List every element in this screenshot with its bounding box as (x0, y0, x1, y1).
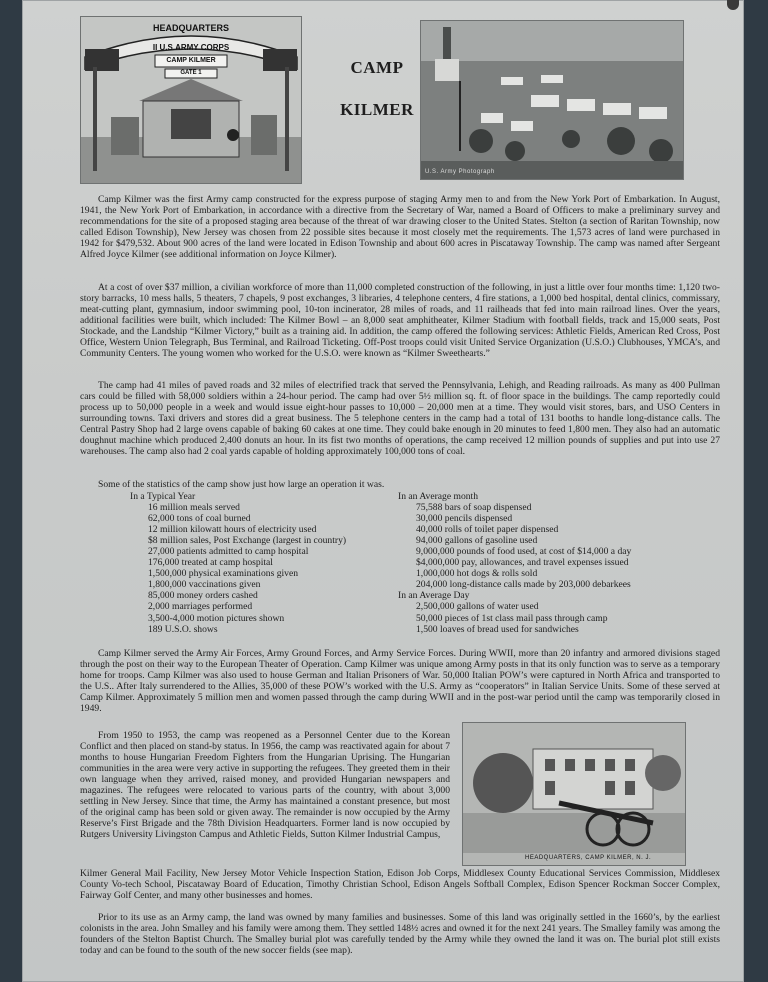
gate-photo (80, 16, 302, 184)
headquarters-illustration (463, 723, 685, 865)
average-day-heading: In an Average Day (398, 590, 470, 602)
title-kilmer: KILMER (340, 100, 414, 119)
list-item: 9,000,000 pounds of food used, at cost of $14,000 a day (416, 546, 632, 558)
sign-gate-text: GATE 1 (180, 70, 202, 76)
paragraph-6-continued: Kilmer General Mail Facility, New Jersey Motor Vehicle Inspection Station, Edison Job Corps, Middlesex County Educational Services Commission, Middlesex County Vo-tech School, Piscataway Board of Education, Timothy Christian School, Edison Angels Softball Complex, Edison Spencer Rockman Soccer Complex, Fairway Golf Center, and many other businesses and homes. (80, 868, 720, 902)
list-item: 2,500,000 gallons of water used (416, 601, 539, 613)
list-item: 62,000 tons of coal burned (148, 513, 251, 525)
list-item: 176,000 treated at camp hospital (148, 557, 273, 569)
sign-headquarters-text: HEADQUARTERS (152, 23, 229, 33)
paragraph-7: Prior to its use as an Army camp, the land was owned by many families and businesses. Some of this land was originally settled in the 1660’s, by the earliest colonists in the area. John Smalley and his family were among them. They settled 148½ acres and owned it for the next 241 years. The Smalley family was among the founders of the Stelton Baptist Church. The Smalley burial plot was carefully tended by the Army while they owned the land it was on. The burial plot still exists today and can be found to the south of the new soccer fields (see map). (80, 912, 720, 957)
sign-corps-text: II U.S.ARMY CORPS (152, 43, 230, 52)
list-item: 189 U.S.O. shows (148, 623, 218, 635)
list-item: 75,588 bars of soap dispensed (416, 502, 532, 514)
list-item: 1,000,000 hot dogs & rolls sold (416, 568, 538, 580)
list-item: 3,500-4,000 motion pictures shown (148, 612, 285, 624)
mounting-screw (727, 0, 739, 10)
list-item: 16 million meals served (148, 502, 240, 514)
list-item: $8 million sales, Post Exchange (largest in country) (148, 535, 347, 547)
list-item: 40,000 rolls of toilet paper dispensed (416, 524, 559, 536)
list-item: 30,000 pencils dispensed (416, 513, 513, 525)
sign-camp-kilmer-text: CAMP KILMER (166, 57, 216, 64)
list-item: 1,800,000 vaccinations given (148, 579, 261, 591)
aerial-illustration (421, 21, 683, 179)
paragraph-1: Camp Kilmer was the first Army camp constructed for the express purpose of staging Army men to and from the New York Port of Embarkation. In August, 1941, the New York Port of Embarkation, in accordance with a directive from the Secretary of War, named a Board of Officers to make a preliminary survey and recommendations for the site of a proposed staging area because of the threat of war drawing closer to the United States. Stelton (a section of Raritan Township, now called Edison Township), New Jersey was chosen from 22 possible sites because it most closely met the requirements. The 1,573 acres of land were purchased in 1942 for $479,532. About 900 acres of the land were located in Edison Township and about 600 acres in Piscataway Township. The camp was named after Sergeant Alfred Joyce Kilmer (see additional information on Joyce Kilmer). (80, 194, 720, 261)
list-item: 94,000 gallons of gasoline used (416, 535, 538, 547)
typical-year-heading: In a Typical Year (130, 491, 196, 502)
list-item: 50,000 pieces of 1st class mail pass through camp (416, 612, 608, 624)
historical-plaque (22, 0, 744, 982)
aerial-camp-photo (420, 20, 684, 180)
average-month-heading: In an Average month (398, 491, 479, 502)
list-item: 12 million kilowatt hours of electricity used (148, 524, 317, 536)
list-item: 1,500,000 physical examinations given (148, 568, 299, 580)
gate-illustration (81, 17, 301, 183)
paragraph-3: The camp had 41 miles of paved roads and 32 miles of electrified track that served the Pennsylvania, Lehigh, and Reading railroads. As many as 400 Pullman cars could be filled with 58,000 soldiers within a 24-hour period. The camp had over 5½ million sq. ft. of floor space in the buildings. The camp reportedly could process up to 50,000 people in a week and would issue eight-hour passes to 10,000 – 20,000 men at a time. They would visit stores, bars, and USO Centers in surrounding towns. Taxi drivers and stores did a great business. The 5 telephone centers in the camp had a total of 131 booths to handle long-distance calls. The Central Pastry Shop had 2 large ovens capable of baking 60 cakes at one time. They could bake enough in 20 minutes to feed 1,800 men. They also had an automatic doughnut machine which produced 2,400 donuts an hour. In its fist two months of operations, the camp received 12 million pounds of supplies and put into use 27 warehouses. The camp also had 2 coal yards capable of holding approximately 100,000 tons of coal. (80, 380, 720, 458)
title-camp: CAMP (350, 58, 404, 77)
headquarters-photo (462, 722, 686, 866)
typical-year-list (130, 491, 347, 635)
average-month-list (398, 491, 632, 635)
aerial-photo-caption: U.S. Army Photograph (425, 169, 495, 175)
paragraph-5: Camp Kilmer served the Army Air Forces, Army Ground Forces, and Army Service Forces. During WWII, more than 20 infantry and armored divisions staged through the post on their way to the European Theater of Operation. Camp Kilmer was unique among Army posts in that its only function was to serve as a temporary home for troops. Camp Kilmer was also used to house German and Italian Prisoners of War. 50,000 Italian POW’s were captured in North Africa and transported to the U.S.. After Italy surrendered to the Allies, 35,000 of these POW’s worked with the U.S. Army as “cooperators” in Italian Service Units. Some of these served at Camp Kilmer. Approximately 5 million men and women passed through the camp during WWII and in the post-war period until the camp was temporarily closed in 1949. (80, 648, 720, 715)
list-item: 204,000 long-distance calls made by 203,000 debarkees (416, 579, 631, 591)
list-item: 2,000 marriages performed (148, 601, 253, 613)
list-item: 1,500 loaves of bread used for sandwiches (416, 623, 579, 635)
paragraph-statistics-intro: Some of the statistics of the camp show just how large an operation it was. (98, 479, 385, 490)
headquarters-photo-caption: HEADQUARTERS, CAMP KILMER, N. J. (525, 855, 652, 861)
list-item: 85,000 money orders cashed (148, 590, 258, 602)
list-item: $4,000,000 pay, allowances, and travel expenses issued (416, 557, 629, 569)
list-item: 27,000 patients admitted to camp hospital (148, 546, 309, 558)
paragraph-2: At a cost of over $37 million, a civilian workforce of more than 11,000 completed construction of the following, in just a little over four months time: 1,120 two-story barracks, 10 mess halls, 5 theaters, 7 chapels, 9 post exchanges, 3 libraries, 4 telephone centers, 4 fire stations, a 1,000 bed hospital, dental clinics, commissary, meat-cutting plant, gymnasium, indoor swimming pool, 10-ton incinerator, 28 miles of roads, and 11 railheads that fed into main railroad lines. Over the years, additional facilities were built, which included: The Kilmer Bowl – an 8,000 seat amphitheater, Kilmer Stadium with football fields, track and 15,000 seats, Post Stockade, and the Landship “Kilmer Victory,” built as a training aid. In addition, the camp offered the following services: Athletic Fields, American Red Cross, Post Office, Western Union Telegraph, Bus Terminal, and Railroad Ticketing. Off-Post troops could visit United Service Organization (U.S.O.) Clubhouses, YMCA’s, and Community Centers. The young women who worked for the U.S.O. were known as “Kilmer Sweethearts.” (80, 282, 720, 360)
paragraph-6: From 1950 to 1953, the camp was reopened as a Personnel Center due to the Korean Conflict and then placed on stand-by status. In 1956, the camp was reactivated again for about 7 months to house Hungarian Freedom Fighters from the Hungarian Uprising. The Hungarian communities in the area were very active in supporting the refugees. They greeted them in their own language when they arrived, raised money, and provided Hungarian newspapers and magazines. The refugees were relocated to various parts of the country, with about 3,000 settling in New Jersey. Since that time, the Army has maintained a constant presence, but most of the original camp has been sold or given away. The remainder is now occupied by the Army Reserve’s First Brigade and the 78th Division Headquarters. Former land is now occupied by Rutgers University Livingston Campus and Athletic Fields, Sutton Kilmer Industrial Campus, (80, 730, 450, 841)
